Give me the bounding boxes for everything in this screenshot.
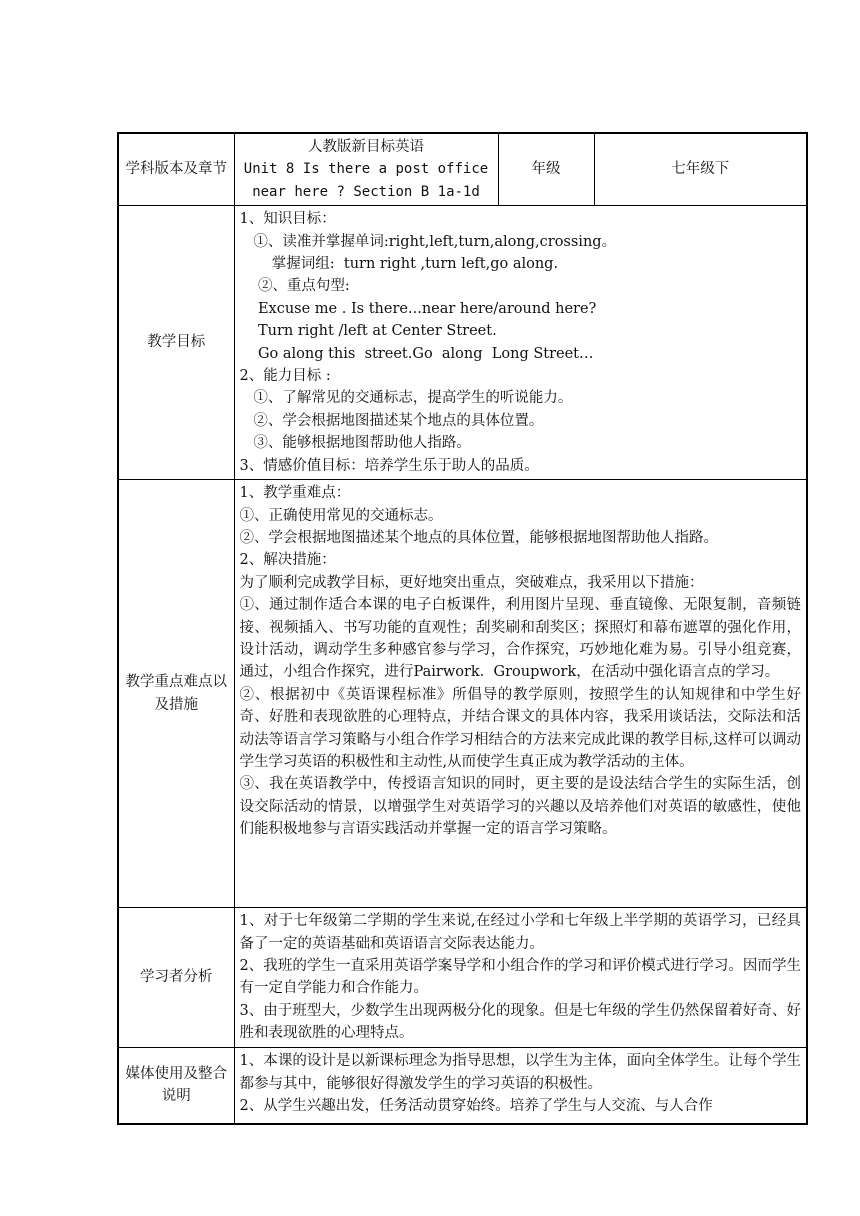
lesson-plan-table (117, 132, 808, 1125)
goals-line: ①、读准并掌握单词:right,left,turn,along,crossing。 (239, 233, 617, 250)
key-points-line: ①、正确使用常见的交通标志。 (239, 507, 443, 524)
key-points-row (118, 480, 807, 908)
goals-line: Excuse me . Is there...near here/around here? (239, 300, 597, 317)
key-points-line: ②、学会根据地图描述某个地点的具体位置，能够根据地图帮助他人指路。 (239, 529, 718, 546)
goals-line: ③、能够根据地图帮助他人指路。 (239, 435, 471, 452)
goals-line: 1、知识目标： (239, 211, 336, 228)
grade-value: 七年级下 (594, 133, 807, 206)
subject-label: 学科版本及章节 (118, 133, 234, 206)
learner-line: 2、我班的学生一直采用英语学案导学和小组合作的学习和评价模式进行学习。因而学生有一定自学能力和合作能力。 (239, 957, 801, 997)
goals-line: Go along this street.Go along Long Street… (239, 345, 594, 362)
goals-line: ①、了解常见的交通标志，提高学生的听说能力。 (239, 390, 573, 407)
key-points-line: 为了顺利完成教学目标，更好地突出重点，突破难点，我采用以下措施： (239, 574, 704, 591)
goals-line: ②、重点句型: (239, 278, 350, 295)
subject-line-1: 人教版新目标英语 (308, 139, 424, 155)
media-line: 2、从学生兴趣出发，任务活动贯穿始终。培养了学生与人交流、与人合作 (239, 1097, 713, 1114)
key-points-content (234, 480, 807, 908)
media-usage-row (118, 1048, 807, 1124)
key-points-label: 教学重点难点以及措施 (118, 480, 234, 908)
key-points-line: 1、教学重难点： (239, 485, 351, 502)
media-usage-label: 媒体使用及整合说明 (118, 1048, 234, 1124)
grade-label: 年级 (498, 133, 594, 206)
goals-line: 掌握词组: turn right ,turn left,go along. (239, 256, 559, 273)
teaching-goals-label: 教学目标 (118, 206, 234, 480)
key-points-line: ③、我在英语教学中，传授语言知识的同时，更主要的是设法结合学生的实际生活，创设交际活动的情景，以增强学生对英语学习的兴趣以及培养他们对英语的敏感性，使他们能积极地参与言语实践活动并掌握一定的语言学习策略。 (239, 776, 801, 838)
subject-value (234, 133, 498, 206)
subject-line-2: Unit 8 Is there a post office (243, 161, 489, 178)
learner-analysis-content (234, 908, 807, 1048)
key-points-line: ②、根据初中《英语课程标准》所倡导的教学原则，按照学生的认知规律和中学生好奇、好胜和表现欲胜的心理特点，并结合课文的具体内容，我采用谈话法，交际法和活动法等语言学习策略与小组合作学习相结合的方法来完成此课的教学目标,这样可以调动学生学习英语的积极性和主动性,从而使学生真正成为教学活动的主体。 (239, 686, 801, 770)
goals-line: 2、能力目标 : (239, 368, 331, 385)
learner-analysis-label: 学习者分析 (118, 908, 234, 1048)
key-points-line: 2、解决措施： (239, 552, 336, 569)
media-usage-content (234, 1048, 807, 1124)
learner-analysis-row (118, 908, 807, 1048)
learner-line: 3、由于班型大，少数学生出现两极分化的现象。但是七年级的学生仍然保留着好奇、好胜和表现欲胜的心理特点。 (239, 1002, 801, 1042)
subject-line-3: near here ? Section B 1a-1d (252, 183, 480, 200)
teaching-goals-content (234, 206, 807, 480)
teaching-goals-row (118, 206, 807, 480)
goals-line: Turn right /left at Center Street. (239, 323, 497, 340)
learner-line: 1、对于七年级第二学期的学生来说,在经过小学和七年级上半学期的英语学习，已经具备了一定的英语基础和英语语言交际表达能力。 (239, 913, 801, 952)
goals-line: ②、学会根据地图描述某个地点的具体位置。 (239, 412, 544, 429)
goals-line: 3、情感价值目标：培养学生乐于助人的品质。 (239, 457, 539, 474)
header-row (118, 133, 807, 206)
key-points-line: ①、通过制作适合本课的电子白板课件，利用图片呈现、垂直镜像、无限复制，音频链接、视频插入、书写功能的直观性；刮奖刷和刮奖区；探照灯和幕布遮罩的强化作用，设计活动，调动学生多种感官参与学习，合作探究，巧妙地化难为易。引导小组竞赛，通过，小组合作探究，进行Pairwork. Groupwork，在活动中强化语言点的学习。 (239, 597, 801, 681)
media-line: 1、本课的设计是以新课标理念为指导思想，以学生为主体，面向全体学生。让每个学生都参与其中，能够很好得激发学生的学习英语的积极性。 (239, 1053, 801, 1092)
